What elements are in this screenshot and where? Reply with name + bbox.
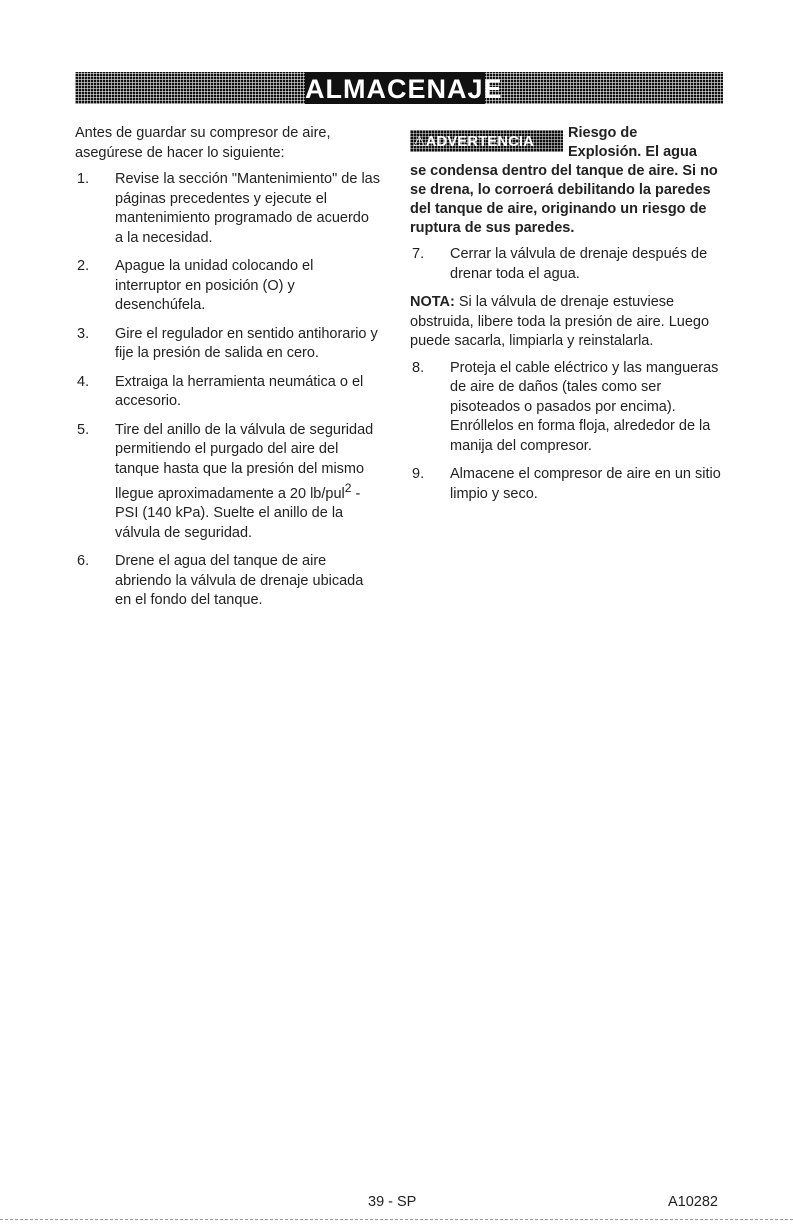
note-label: NOTA:	[410, 294, 455, 310]
document-code: A10282	[668, 1194, 718, 1210]
storage-steps-list-final	[410, 359, 725, 505]
list-item	[75, 170, 380, 248]
step-number: 8.	[412, 359, 425, 376]
page-number: 39 - SP	[368, 1194, 417, 1210]
right-column	[410, 124, 725, 513]
list-item	[410, 465, 725, 504]
list-item	[410, 245, 725, 284]
list-item	[75, 373, 380, 412]
warning-badge-label: ADVERTENCIA	[425, 133, 534, 150]
intro-text: Antes de guardar su compresor de aire, asegúrese de hacer lo siguiente:	[75, 125, 331, 161]
warning-heading-line2: Explosión. El agua	[568, 144, 697, 160]
step-text: Proteja el cable eléctrico y las mangueras de aire de daños (tales como ser pisoteados o pasados por encima). Enróllelos en forma floja, alrededor de la manija del compresor.	[450, 359, 719, 454]
step-text: Apague la unidad colocando el interruptor en posición (O) y desenchúfela.	[115, 258, 314, 313]
storage-steps-list	[75, 170, 380, 611]
step-text: Extraiga la herramienta neumática o el accesorio.	[115, 373, 364, 409]
step-number: 4.	[77, 373, 90, 390]
step-text: Almacene el compresor de aire en un sitio limpio y seco.	[450, 466, 721, 502]
note-body: Si la válvula de drenaje estuviese obstruida, libere toda la presión de aire. Luego puede sacarla, limpiarla y reinstalarla.	[410, 294, 710, 349]
step-number: 5.	[77, 421, 90, 438]
step-text-after: -PSI (140 kPa). Suelte el anillo de la válvula de seguridad.	[115, 485, 361, 541]
list-item	[75, 257, 380, 316]
warning-heading-line1: Riesgo de	[568, 125, 638, 141]
superscript: 2	[344, 481, 352, 495]
step-text: Revise la sección "Mantenimiento" de las páginas precedentes y ejecute el mantenimiento programado de acuerdo a la necesidad.	[115, 171, 380, 246]
warning-heading	[568, 124, 697, 162]
bottom-divider	[0, 1219, 793, 1220]
step-number: 6.	[77, 553, 90, 570]
step-number: 2.	[77, 258, 90, 274]
step-text	[115, 422, 373, 541]
warning-badge	[410, 130, 563, 152]
warning-text: se condensa dentro del tanque de aire. Si no se drena, lo corroerá debilitando la paredes del tanque de aire, originando un riesgo de ruptura de sus paredes.	[410, 163, 718, 236]
note-text	[410, 293, 725, 352]
step-number: 3.	[77, 325, 90, 342]
list-item	[75, 325, 380, 364]
step-number: 1.	[77, 171, 90, 187]
warning-triangle-icon: ⚠	[413, 133, 426, 149]
step-text: Drene el agua del tanque de aire abriendo la válvula de drenaje ubicada en el fondo del tanque.	[115, 553, 364, 609]
left-column	[75, 124, 380, 620]
warning-header	[410, 124, 725, 162]
list-item	[410, 359, 725, 457]
step-number: 9.	[412, 466, 425, 482]
step-text-before: Tire del anillo de la válvula de seguridad permitiendo el purgado del aire del tanque hasta que la presión del mismo llegue aproximadamente a 20 lb/pul	[115, 421, 374, 502]
list-item	[75, 552, 380, 611]
step-number: 7.	[412, 246, 425, 262]
storage-steps-list-continued	[410, 245, 725, 284]
step-text: Cerrar la válvula de drenaje después de drenar toda el agua.	[450, 246, 708, 282]
list-item	[75, 421, 380, 544]
page-title: ALMACENAJE	[305, 74, 503, 104]
step-text: Gire el regulador en sentido antihorario y fije la presión de salida en cero.	[115, 325, 378, 361]
